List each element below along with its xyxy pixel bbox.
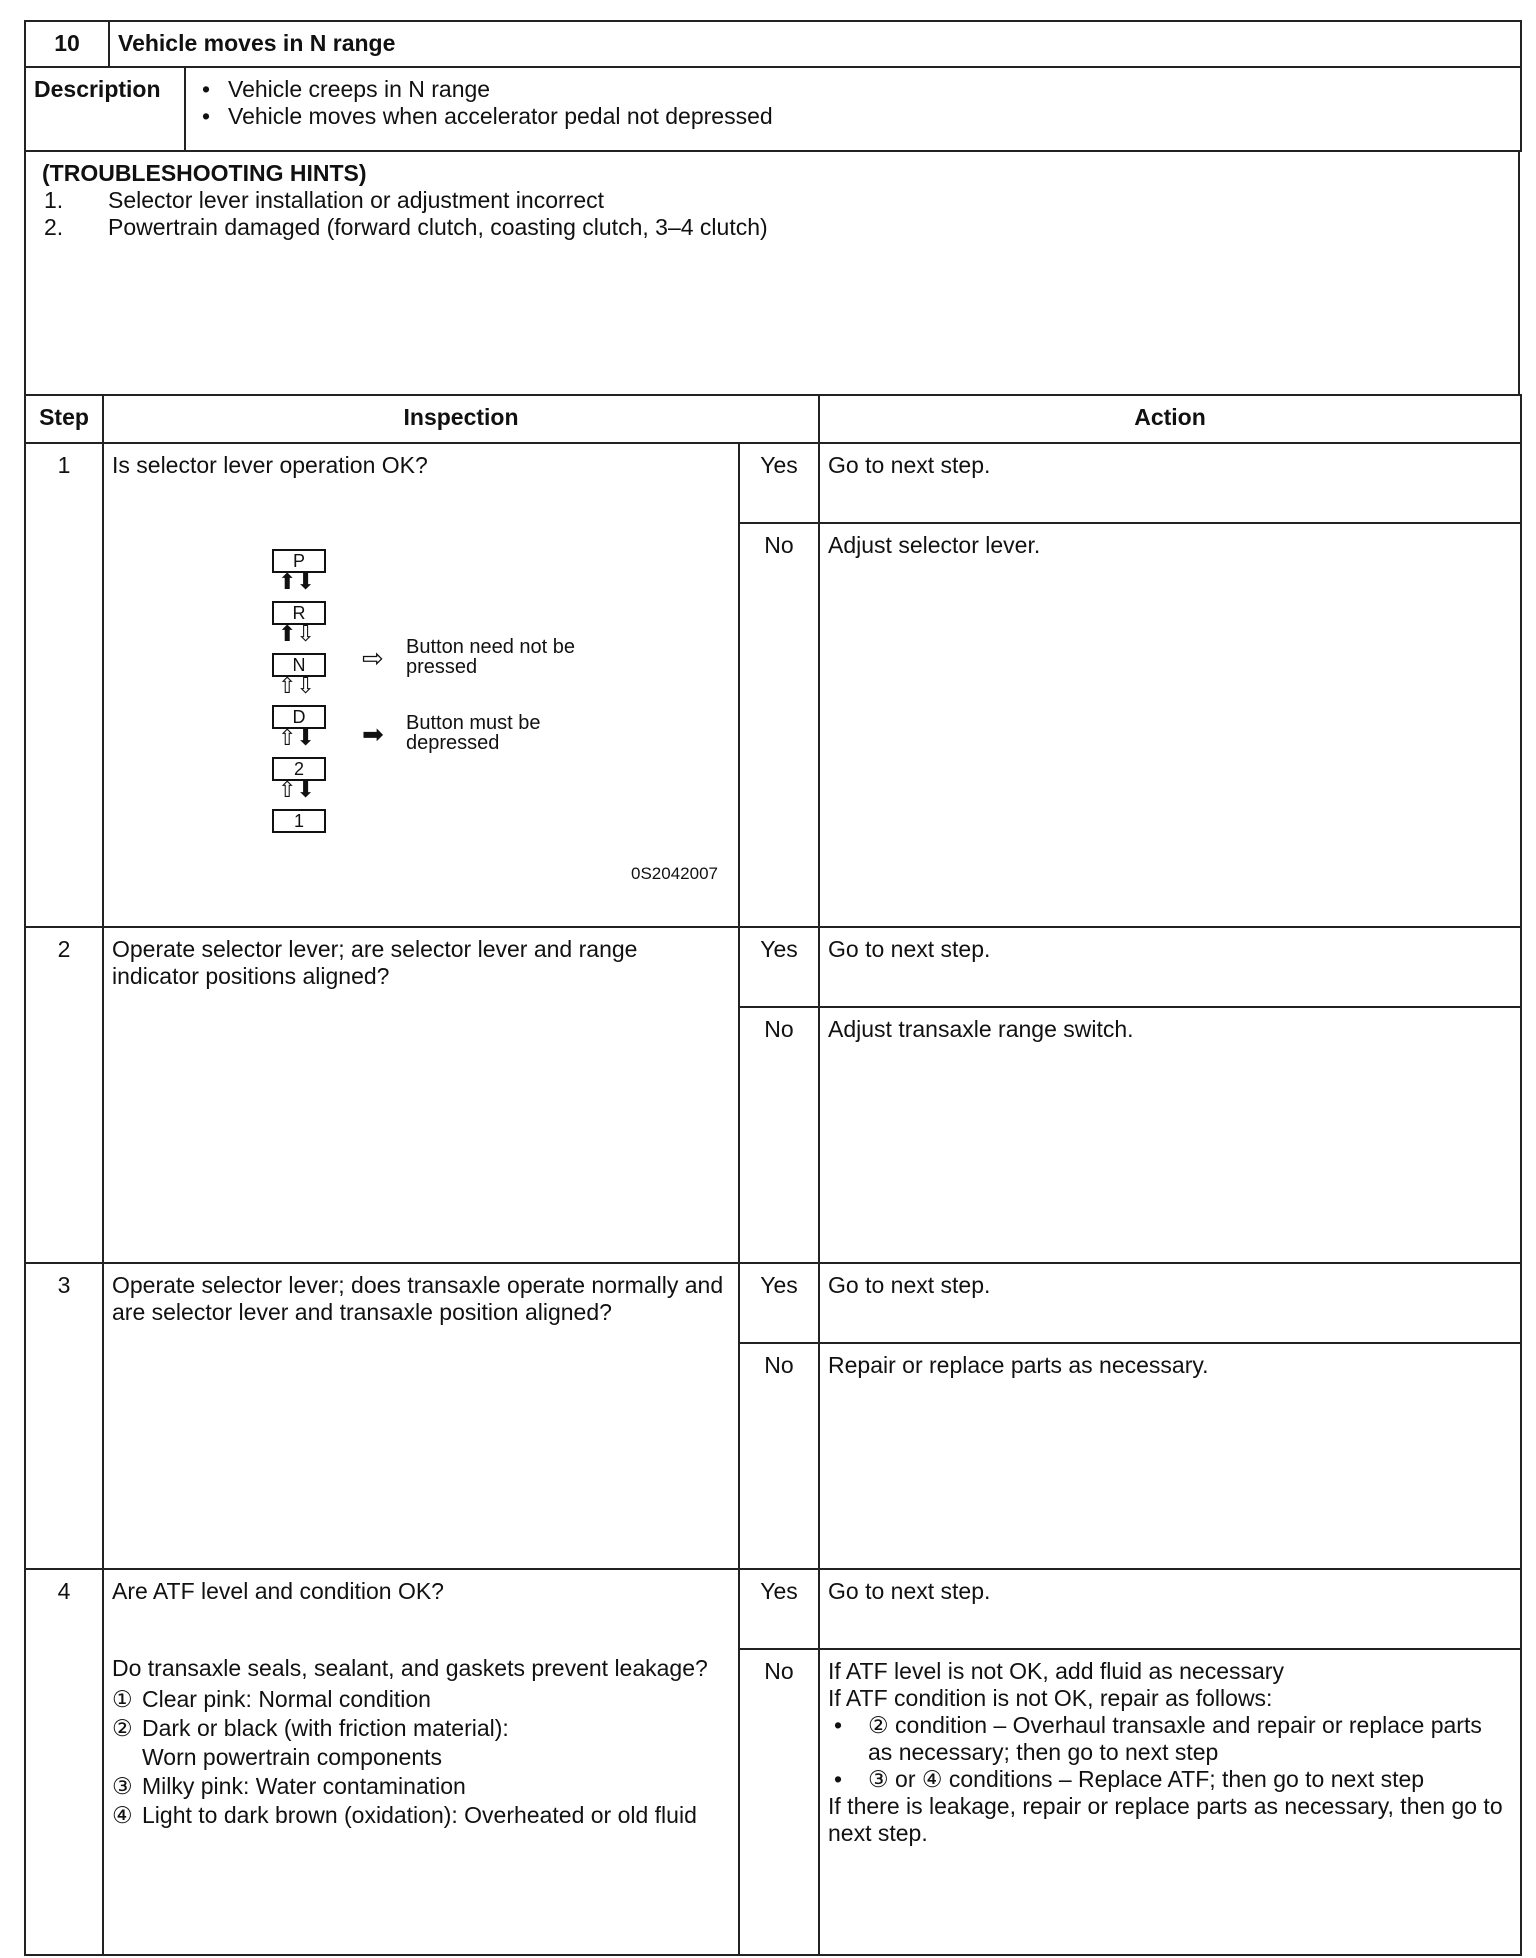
- header-table: [24, 20, 1522, 68]
- hints-list: [34, 187, 1510, 241]
- action-bullet: • ② condition – Overhaul transaxle and repair or replace parts as necessary; then go to next step: [834, 1712, 1482, 1765]
- yes-action: Go to next step.: [819, 443, 1521, 523]
- yes-label: Yes: [739, 1263, 819, 1343]
- yes-action: Go to next step.: [819, 1263, 1521, 1343]
- description-list: [194, 76, 1512, 130]
- no-label: No: [739, 1649, 819, 1955]
- open-arrow-right-icon: ⇨: [362, 643, 384, 673]
- selector-lever-diagram: [112, 479, 730, 899]
- legend-open-arrow: Button need not be pressed: [406, 636, 576, 678]
- no-action: If ATF level is not OK, add fluid as necessary If ATF condition is not OK, repair as follows: • ② condition – Overhaul transaxle and repair or replace parts as necessary; then go to next step • ③ or ④ conditions – Replace ATF; then go to next step If there is leakage, repair or replace parts as necessary, then go to next step.: [819, 1649, 1521, 1955]
- gear-position-box: P: [272, 549, 326, 573]
- yes-action: Go to next step.: [819, 1569, 1521, 1649]
- step-inspection: Is selector lever operation OK? P ⬆⬇ R ⬆⇩ N ⇧⇩ D ⇧⬇ 2 ⇧⬇ 1 ⇨ Button need not be pressed ➡ Button must be depressed 0S2042007: [103, 443, 739, 927]
- description-label: Description: [25, 67, 185, 151]
- yes-label: Yes: [739, 1569, 819, 1649]
- yes-label: Yes: [739, 443, 819, 523]
- no-action: Adjust transaxle range switch.: [819, 1007, 1521, 1263]
- no-action: Adjust selector lever.: [819, 523, 1521, 927]
- step-number: 1: [25, 443, 103, 927]
- description-item: • Vehicle creeps in N range: [194, 76, 1512, 103]
- atf-condition-item: ③ Milky pink: Water contamination: [112, 1773, 466, 1799]
- step-number: 2: [25, 927, 103, 1263]
- atf-condition-list: [112, 1686, 730, 1829]
- yes-action: Go to next step.: [819, 927, 1521, 1007]
- steps-table: [24, 394, 1522, 1956]
- procedure-number: 10: [25, 21, 109, 67]
- description-table: [24, 66, 1522, 152]
- description-item: • Vehicle moves when accelerator pedal not depressed: [194, 103, 1512, 130]
- step-inspection: Operate selector lever; does transaxle operate normally and are selector lever and transaxle position aligned?: [103, 1263, 739, 1569]
- atf-condition-item: ① Clear pink: Normal condition: [112, 1686, 431, 1712]
- yes-label: Yes: [739, 927, 819, 1007]
- arrow-up-open-down-open-icon: ⇧⇩: [278, 673, 315, 698]
- gear-position-box: R: [272, 601, 326, 625]
- troubleshooting-sheet: [24, 20, 1520, 1956]
- column-header-inspection: Inspection: [103, 395, 819, 443]
- column-header-step: Step: [25, 395, 103, 443]
- figure-code: 0S2042007: [631, 864, 718, 883]
- hints-title: (TROUBLESHOOTING HINTS): [42, 160, 367, 186]
- hint-item: 2. Powertrain damaged (forward clutch, coasting clutch, 3–4 clutch): [44, 214, 768, 240]
- no-action: Repair or replace parts as necessary.: [819, 1343, 1521, 1569]
- step-inspection: Operate selector lever; are selector lever and range indicator positions aligned?: [103, 927, 739, 1263]
- arrow-up-open-down-filled-icon: ⇧⬇: [278, 777, 315, 802]
- step-number: 4: [25, 1569, 103, 1955]
- procedure-title: Vehicle moves in N range: [109, 21, 1521, 67]
- gear-position-box: 1: [272, 809, 326, 833]
- no-label: No: [739, 523, 819, 927]
- arrow-up-open-down-filled-icon: ⇧⬇: [278, 725, 315, 750]
- action-bullet: • ③ or ④ conditions – Replace ATF; then go to next step: [834, 1766, 1425, 1792]
- gear-position-box: D: [272, 705, 326, 729]
- gear-position-box: N: [272, 653, 326, 677]
- atf-condition-item: ④ Light to dark brown (oxidation): Overheated or old fluid: [112, 1802, 697, 1828]
- filled-arrow-right-icon: ➡: [362, 719, 384, 749]
- no-label: No: [739, 1007, 819, 1263]
- column-header-action: Action: [819, 395, 1521, 443]
- legend-filled-arrow: Button must be depressed: [406, 712, 541, 754]
- gear-position-box: 2: [272, 757, 326, 781]
- step-number: 3: [25, 1263, 103, 1569]
- hint-item: 1. Selector lever installation or adjustment incorrect: [44, 187, 605, 213]
- arrow-up-filled-down-open-icon: ⬆⇩: [278, 621, 315, 646]
- no-label: No: [739, 1343, 819, 1569]
- step-inspection: Are ATF level and condition OK? Do transaxle seals, sealant, and gaskets prevent leakage? ① Clear pink: Normal condition ② Dark or black (with friction material): Worn powertrain components ③ Milky pink: Water contamination ④ Light to dark brown (oxidation): Overheated or old fluid: [103, 1569, 739, 1955]
- atf-condition-item: ② Dark or black (with friction material):: [112, 1715, 509, 1741]
- arrow-up-filled-icon: ⬆⬇: [278, 569, 315, 594]
- atf-condition-item: Worn powertrain components: [142, 1744, 442, 1770]
- hints-table: [24, 150, 1520, 396]
